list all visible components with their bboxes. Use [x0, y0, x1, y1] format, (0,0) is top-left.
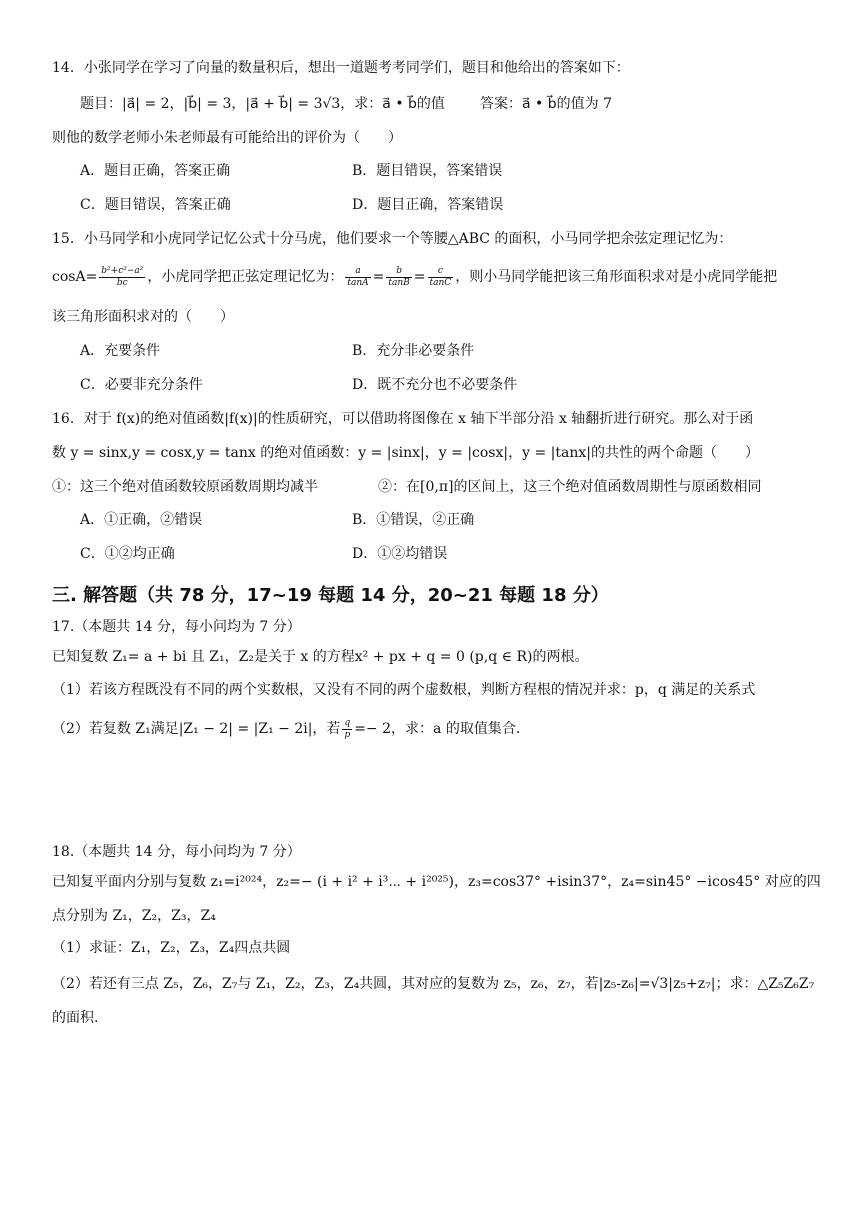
q15-frac-a-den: tanA — [347, 277, 369, 288]
q17-part2-prefix: （2）若复数 Z₁满足|Z₁ − 2| = |Z₁ − 2i|，若 — [52, 721, 341, 737]
q17-header: 17.（本题共 14 分，每小问均为 7 分） — [52, 619, 301, 635]
q16-line1: 16．对于 f(x)的绝对值函数|f(x)|的性质研究，可以借助将图像在 x 轴下半部分沿 x 轴翻折进行研究。那么对于函 — [52, 411, 754, 427]
q15-sine-fraction-c — [428, 266, 454, 289]
q18-line2: 点分别为 Z₁，Z₂，Z₃，Z₄ — [52, 908, 216, 924]
q14-stem: 14．小张同学在学习了向量的数量积后，想出一道题考考同学们，题目和他给出的答案如下： — [52, 60, 630, 76]
q16-option-b: B．①错误，②正确 — [352, 512, 475, 528]
q15-stem: 15．小马同学和小虎同学记忆公式十分马虎，他们要求一个等腰△ABC 的面积，小马同学把余弦定理记忆为： — [52, 231, 733, 247]
q16-line2: 数 y = sinx,y = cosx,y = tanx 的绝对值函数：y = |sinx|，y = |cosx|，y = |tanx|的共性的两个命题（ ） — [52, 445, 759, 461]
q18-part2-line1: （2）若还有三点 Z₅，Z₆，Z₇与 Z₁，Z₂，Z₃，Z₄共圆，其对应的复数为 z₅，z₆，z₇，若|z₅-z₆|=√3|z₅+z₇|；求：△Z₅Z₆Z₇ — [52, 976, 815, 992]
q14-option-a: A．题目正确，答案正确 — [80, 163, 231, 179]
q15-option-c: C．必要非充分条件 — [80, 377, 203, 393]
q15-equals-2: = — [413, 269, 426, 285]
q15-equals-1: = — [372, 269, 385, 285]
q15-formula-line — [52, 264, 777, 290]
q17-part2 — [52, 716, 520, 742]
q15-frac-b-num: b — [386, 266, 411, 278]
q17-part2-fraction — [342, 718, 352, 741]
q18-header: 18.（本题共 14 分，每小问均为 7 分） — [52, 844, 301, 860]
q17-line1: 已知复数 Z₁= a + bi 且 Z₁，Z₂是关于 x 的方程x² + px + q = 0 (p,q ∈ R)的两根。 — [52, 649, 589, 665]
section-3-title: 三. 解答题（共 78 分，17~19 每题 14 分，20~21 每题 18 分） — [52, 585, 609, 606]
q18-line1: 已知复平面内分别与复数 z₁=i²⁰²⁴，z₂=− (i + i² + i³⋯ + i²⁰²⁵)，z₃=cos37° +isin37°，z₄=sin45° −icos45° 对应的四 — [52, 874, 821, 890]
q17-part2-suffix: =− 2，求：a 的取值集合. — [354, 721, 521, 737]
q14-option-d: D．题目正确，答案错误 — [352, 197, 504, 213]
q14-answer: 答案：a⃗ • b⃗的值为 7 — [480, 96, 612, 112]
q15-sine-fraction-b — [386, 266, 411, 289]
q18-part2-line2: 的面积. — [52, 1010, 99, 1026]
q15-option-d: D．既不充分也不必要条件 — [352, 377, 518, 393]
q18-part1: （1）求证：Z₁，Z₂，Z₃，Z₄四点共圆 — [52, 940, 291, 956]
q14-problem: 题目：|a⃗| = 2，|b⃗| = 3，|a⃗ + b⃗| = 3√3，求：a⃗ • b⃗的值 — [80, 96, 445, 112]
q15-option-a: A．充要条件 — [80, 343, 161, 359]
q15-cos-fraction — [99, 266, 145, 289]
q17-part1: （1）若该方程既没有不同的两个实数根，又没有不同的两个虚数根，判断方程根的情况并求：p，q 满足的关系式 — [52, 682, 756, 698]
q15-frac-c-num: c — [428, 266, 454, 278]
q15-frac-b-den: tanB — [388, 277, 410, 288]
q14-option-b: B．题目错误，答案错误 — [352, 163, 503, 179]
q14-option-c: C．题目错误，答案正确 — [80, 197, 231, 213]
q15-sine-fraction-a — [345, 266, 370, 289]
q16-option-a: A．①正确，②错误 — [80, 512, 203, 528]
q15-frac-c-den: tanC — [429, 277, 452, 288]
q15-cos-denominator: bc — [116, 277, 128, 288]
q14-question: 则他的数学老师小朱老师最有可能给出的评价为（ ） — [52, 130, 402, 146]
q16-proposition-1: ①：这三个绝对值函数较原函数周期均减半 — [52, 479, 318, 495]
q16-proposition-2: ②：在[0,π]的区间上，这三个绝对值函数周期性与原函数相同 — [378, 479, 762, 495]
q15-option-b: B．充分非必要条件 — [352, 343, 475, 359]
q17-frac-den: p — [344, 729, 351, 740]
q16-option-d: D．①②均错误 — [352, 546, 448, 562]
q15-suffix-text: ，则小马同学能把该三角形面积求对是小虎同学能把 — [455, 269, 778, 285]
q15-cos-prefix: cosA= — [52, 269, 98, 285]
q15-line3: 该三角形面积求对的（ ） — [52, 309, 234, 325]
q15-cos-numerator: b²+c²−a² — [101, 265, 144, 276]
q15-mid-text: ，小虎同学把正弦定理记忆为： — [147, 269, 344, 285]
q16-option-c: C．①②均正确 — [80, 546, 175, 562]
q15-frac-a-num: a — [345, 266, 370, 278]
q17-frac-num: q — [344, 717, 351, 728]
